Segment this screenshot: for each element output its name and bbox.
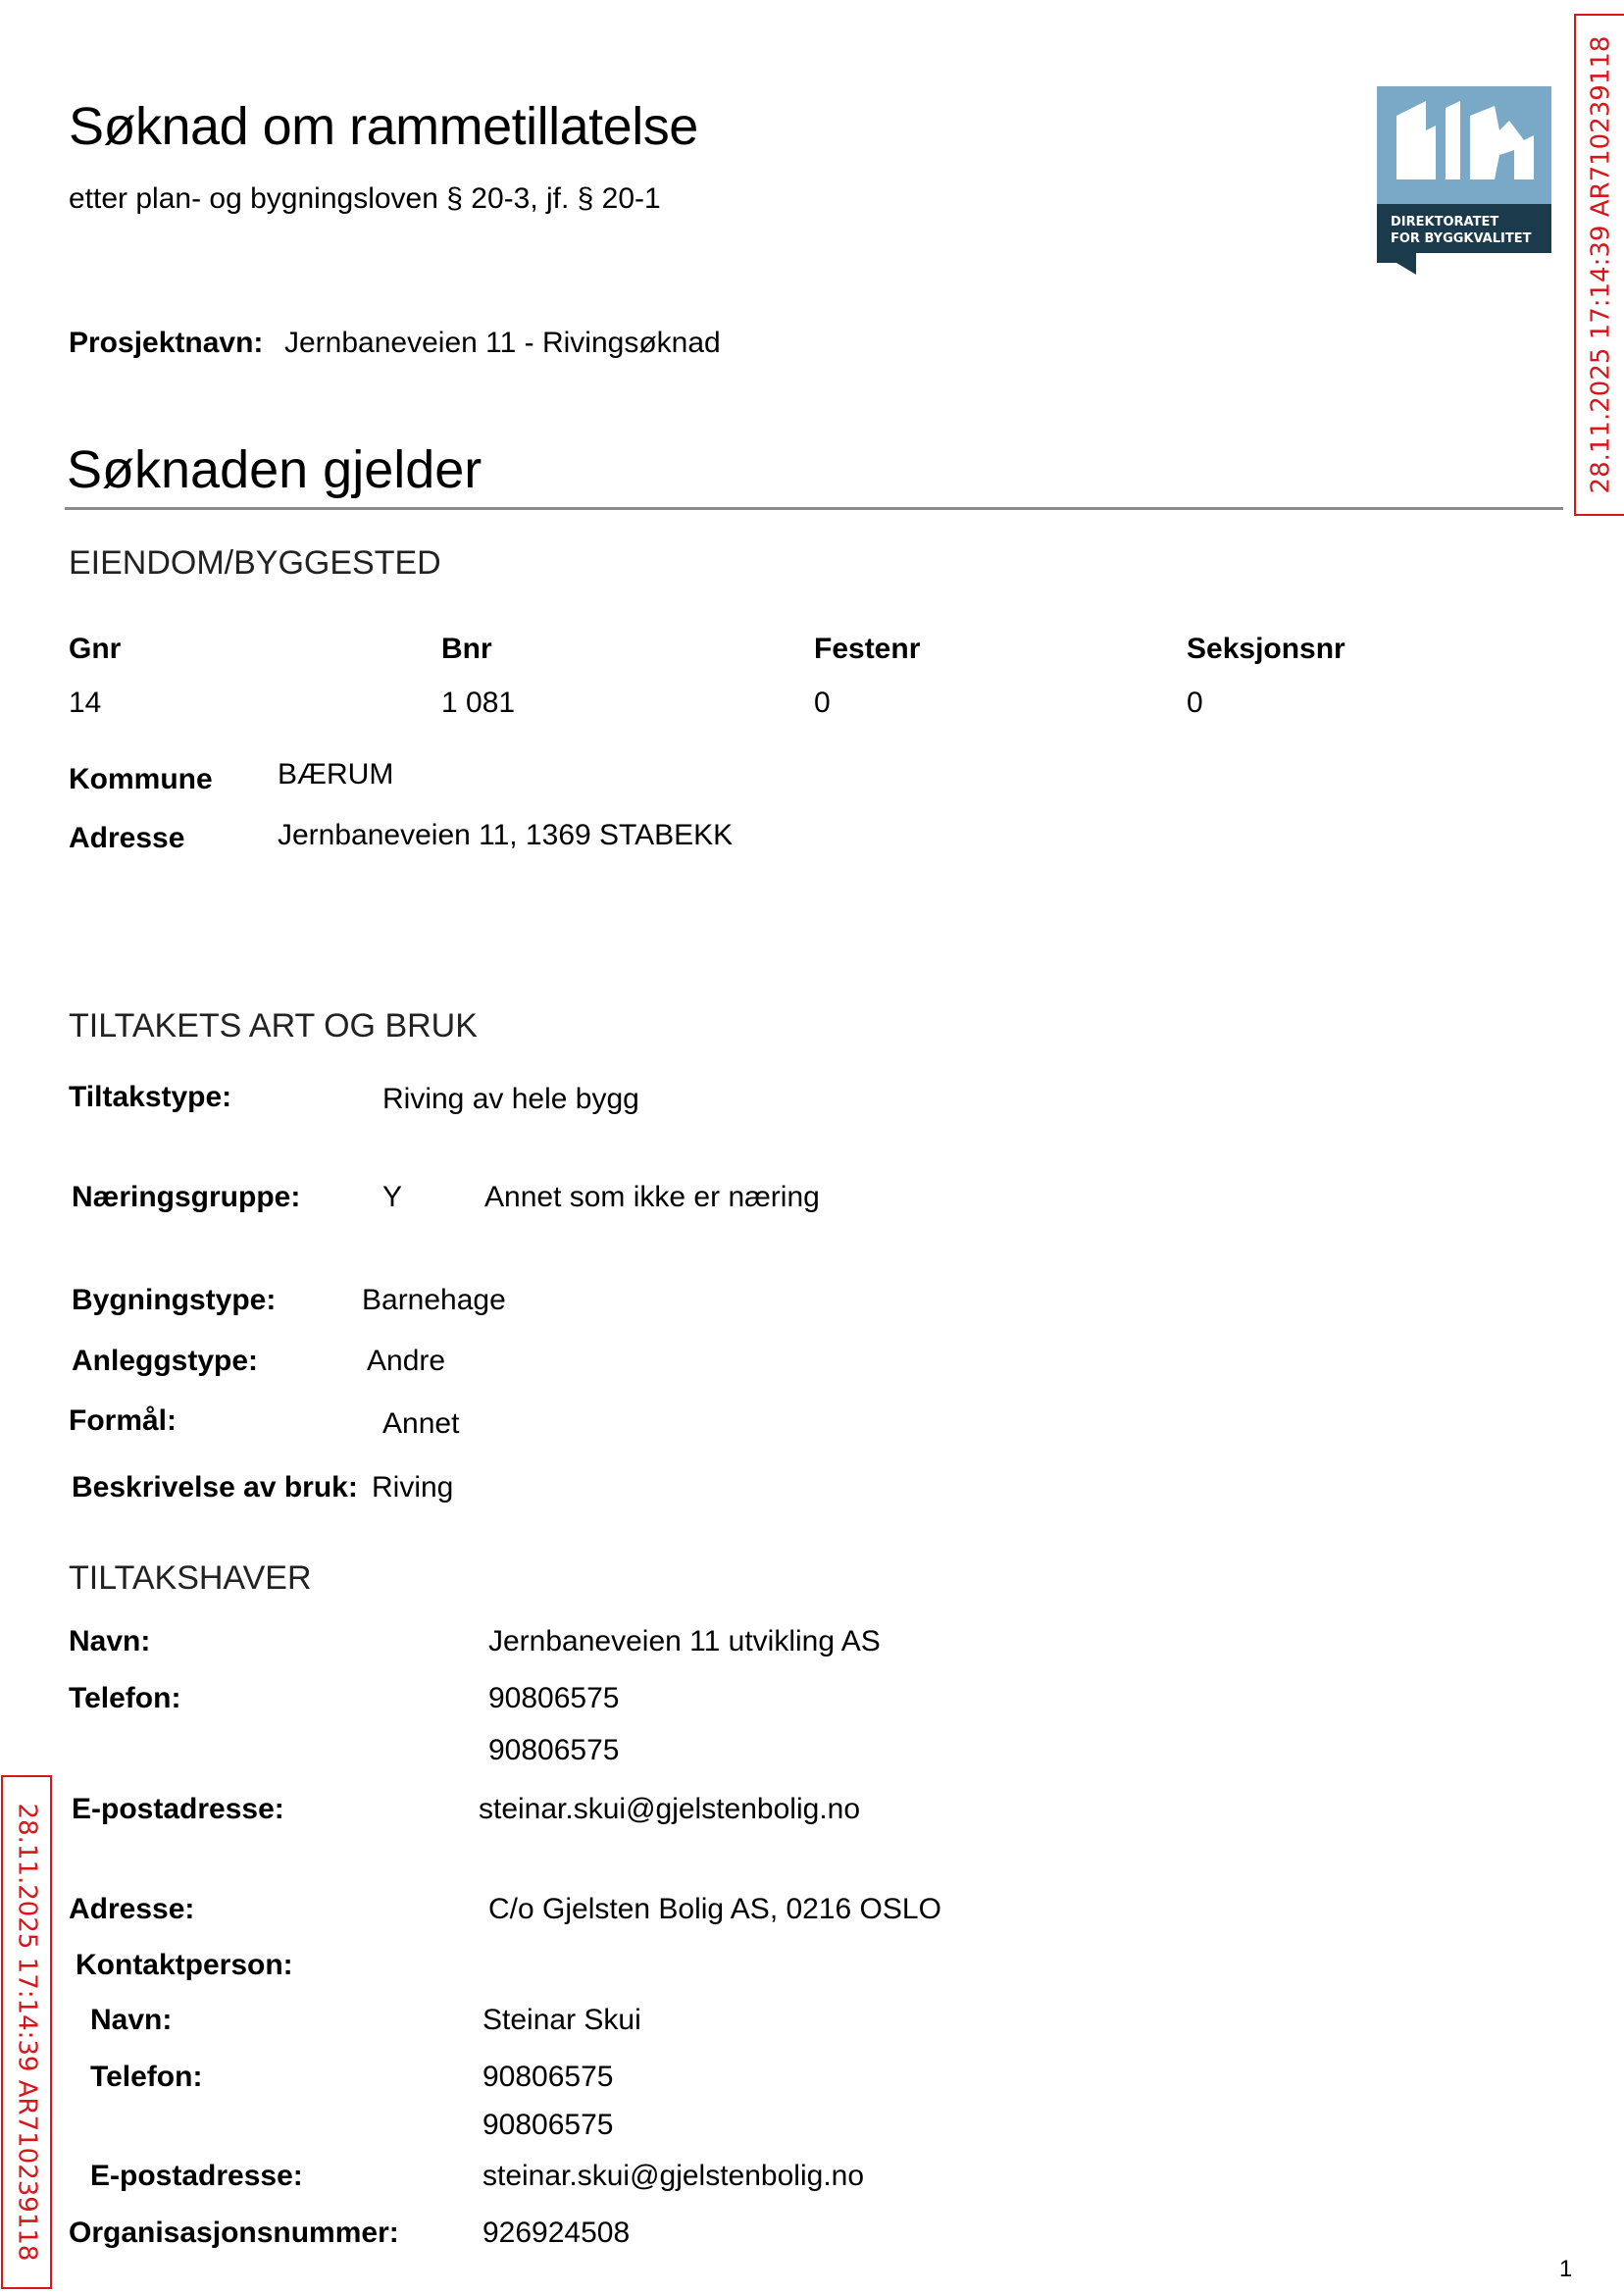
formal-label: Formål: (69, 1404, 178, 1437)
kontakt-navn-value: Steinar Skui (482, 2004, 641, 2036)
tiltakshaver-navn-value: Jernbaneveien 11 utvikling AS (488, 1625, 881, 1657)
tiltakshaver-adresse-label: Adresse: (69, 1893, 195, 1925)
received-stamp-side (1, 1775, 52, 2289)
project-name-value: Jernbaneveien 11 - Rivingsøknad (284, 327, 721, 359)
kontakt-telefon-value-1: 90806575 (482, 2061, 614, 2093)
tiltakshaver-navn-label: Navn: (69, 1625, 151, 1657)
dibk-logo (1377, 86, 1551, 275)
kontakt-telefon-label: Telefon: (90, 2061, 203, 2093)
tiltakshaver-telefon-value-2: 90806575 (488, 1734, 620, 1766)
tiltakshaver-epost-label: E-postadresse: (72, 1793, 284, 1825)
seksjonsnr-value: 0 (1187, 687, 1203, 719)
stamp-text-side: 28.11.2025 17:14:39 AR710239118 (12, 1803, 41, 2262)
orgnr-label: Organisasjonsnummer: (69, 2217, 399, 2249)
page-number: 1 (1559, 2256, 1573, 2282)
kommune-label: Kommune (69, 763, 213, 795)
eiendom-heading: EIENDOM/BYGGESTED (69, 544, 441, 582)
seksjonsnr-label: Seksjonsnr (1187, 633, 1345, 665)
naeringsgruppe-code: Y (382, 1181, 403, 1213)
bnr-label: Bnr (441, 633, 492, 665)
received-stamp-top (1574, 14, 1624, 516)
tiltakshaver-epost-value: steinar.skui@gjelstenbolig.no (479, 1793, 861, 1825)
tiltakstype-value: Riving av hele bygg (382, 1083, 639, 1115)
gnr-label: Gnr (69, 633, 122, 665)
anleggstype-label: Anleggstype: (72, 1345, 259, 1377)
tiltakshaver-telefon-label: Telefon: (69, 1682, 181, 1714)
festenr-label: Festenr (814, 633, 921, 665)
logo-line2: FOR BYGGKVALITET (1391, 231, 1532, 246)
section-divider (65, 507, 1563, 510)
kontaktperson-label: Kontaktperson: (76, 1949, 293, 1981)
adresse-label: Adresse (69, 822, 185, 854)
kontakt-navn-label: Navn: (90, 2004, 173, 2036)
document-subtitle: etter plan- og bygningsloven § 20-3, jf. § 20-1 (69, 182, 661, 215)
tiltakshaver-adresse-value: C/o Gjelsten Bolig AS, 0216 OSLO (488, 1893, 941, 1925)
dibk-logo-graphic (1377, 86, 1551, 275)
bnr-value: 1 081 (441, 687, 516, 719)
kontakt-epost-value: steinar.skui@gjelstenbolig.no (482, 2160, 865, 2192)
kommune-value: BÆRUM (278, 758, 394, 790)
orgnr-value: 926924508 (482, 2217, 631, 2249)
naeringsgruppe-label: Næringsgruppe: (72, 1181, 301, 1213)
bruk-value: Riving (372, 1471, 454, 1504)
bygningstype-value: Barnehage (362, 1284, 506, 1316)
bruk-label: Beskrivelse av bruk: (72, 1471, 358, 1504)
tiltakshaver-telefon-value-1: 90806575 (488, 1682, 620, 1714)
festenr-value: 0 (814, 687, 831, 719)
gnr-value: 14 (69, 687, 102, 719)
stamp-text-top: 28.11.2025 17:14:39 AR710239118 (1586, 35, 1615, 494)
kontakt-epost-label: E-postadresse: (90, 2160, 303, 2192)
project-name-label: Prosjektnavn: (69, 327, 264, 359)
kontakt-telefon-value-2: 90806575 (482, 2109, 614, 2141)
tiltak-heading: TILTAKETS ART OG BRUK (69, 1007, 478, 1045)
bygningstype-label: Bygningstype: (72, 1284, 277, 1316)
anleggstype-value: Andre (367, 1345, 446, 1377)
adresse-value: Jernbaneveien 11, 1369 STABEKK (278, 819, 734, 851)
tiltakshaver-heading: TILTAKSHAVER (69, 1559, 312, 1597)
logo-line1: DIREKTORATET (1391, 215, 1499, 229)
naeringsgruppe-value: Annet som ikke er næring (484, 1181, 820, 1213)
tiltakstype-label: Tiltakstype: (69, 1081, 232, 1113)
document-title: Søknad om rammetillatelse (69, 97, 698, 156)
section-heading: Søknaden gjelder (67, 440, 482, 499)
formal-value: Annet (382, 1407, 460, 1440)
